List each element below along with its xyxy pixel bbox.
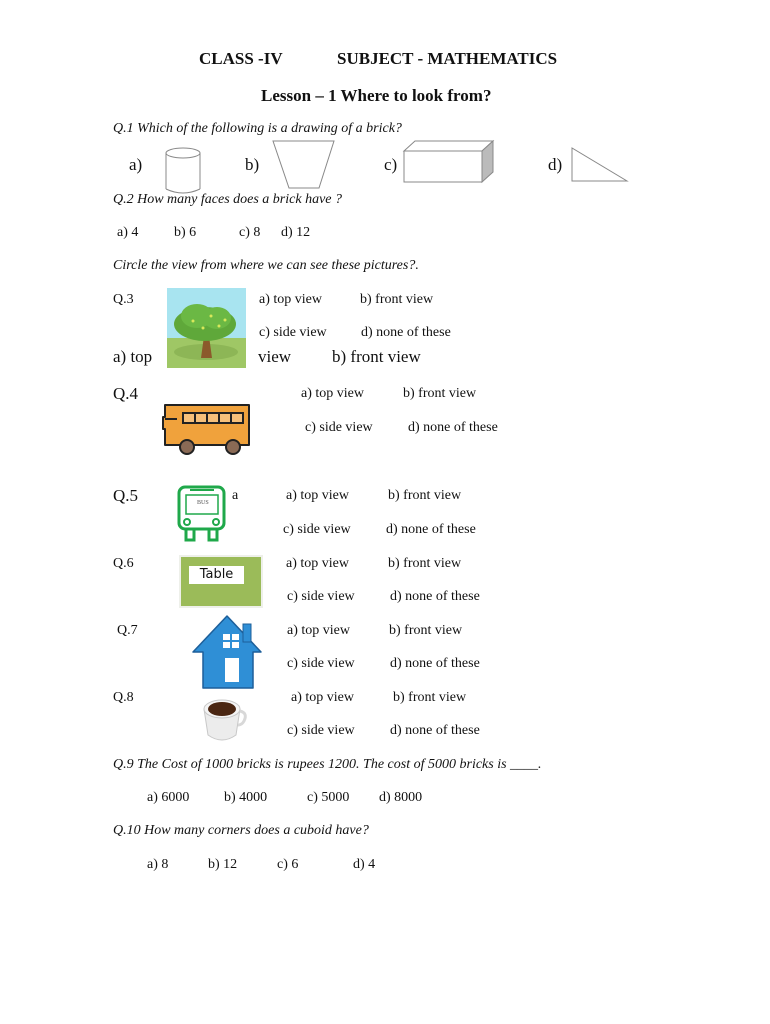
q9-option-c: c) 5000 (307, 790, 350, 805)
table-label: Table (189, 566, 244, 584)
q6-option-b: b) front view (388, 556, 462, 571)
trapezoid-icon (272, 140, 336, 192)
q7-option-d: d) none of these (390, 656, 480, 671)
table-top-image (179, 555, 263, 608)
q10-option-b: b) 12 (208, 857, 238, 872)
q9-text: Q.9 The Cost of 1000 bricks is rupees 1200. The cost of 5000 bricks is ____. (113, 757, 542, 772)
q4-option-d: d) none of these (408, 420, 498, 435)
house-image (191, 614, 265, 692)
q10-option-d: d) 4 (353, 857, 376, 872)
q3-stray-text-b: b) front view (332, 347, 421, 366)
bus-front-label: BUS (197, 500, 209, 506)
q3-option-c: c) side view (259, 325, 327, 340)
q7-option-c: c) side view (287, 656, 355, 671)
q2-text: Q.2 How many faces does a brick have ? (113, 192, 343, 207)
q5-number: Q.5 (113, 486, 139, 505)
cylinder-icon (164, 147, 204, 197)
q2-option-b: b) 6 (174, 225, 197, 240)
bus-front-image (176, 484, 228, 546)
lesson-title: Lesson – 1 Where to look from? (261, 86, 492, 105)
q2-option-a: a) 4 (117, 225, 139, 240)
q2-option-c: c) 8 (239, 225, 261, 240)
q10-option-c: c) 6 (277, 857, 299, 872)
q6-option-d: d) none of these (390, 589, 480, 604)
q4-option-b: b) front view (403, 386, 477, 401)
subject-label: SUBJECT - MATHEMATICS (337, 49, 558, 68)
coffee-cup-image (200, 695, 248, 747)
q3-stray-text-view: view (258, 347, 292, 366)
q5-option-c: c) side view (283, 522, 351, 537)
q7-number: Q.7 (117, 623, 138, 638)
q6-number: Q.6 (113, 556, 134, 571)
right-triangle-icon (571, 147, 629, 183)
q3-number: Q.3 (113, 292, 134, 307)
q1-option-c-label: c) (384, 155, 398, 174)
q8-option-c: c) side view (287, 723, 355, 738)
q2-option-d: d) 12 (281, 225, 311, 240)
bus-side-image (161, 401, 253, 459)
cuboid-icon (403, 140, 495, 184)
q3-option-d: d) none of these (361, 325, 451, 340)
q6-option-a: a) top view (286, 556, 349, 571)
q8-option-d: d) none of these (390, 723, 480, 738)
q9-option-b: b) 4000 (224, 790, 268, 805)
q8-option-a: a) top view (291, 690, 354, 705)
q4-option-c: c) side view (305, 420, 373, 435)
q1-text: Q.1 Which of the following is a drawing of a brick? (113, 121, 402, 136)
q4-number: Q.4 (113, 384, 139, 403)
q9-option-d: d) 8000 (379, 790, 423, 805)
q4-option-a: a) top view (301, 386, 364, 401)
q1-option-a-label: a) (129, 155, 143, 174)
q9-option-a: a) 6000 (147, 790, 190, 805)
q5-option-d: d) none of these (386, 522, 476, 537)
q10-text: Q.10 How many corners does a cuboid have? (113, 823, 369, 838)
q10-option-a: a) 8 (147, 857, 169, 872)
q6-option-c: c) side view (287, 589, 355, 604)
instruction-text: Circle the view from where we can see these pictures?. (113, 258, 419, 273)
q3-stray-text-a: a) top (113, 347, 153, 366)
q3-option-a: a) top view (259, 292, 322, 307)
tree-image (167, 288, 246, 368)
q1-option-b-label: b) (245, 155, 260, 174)
q5-stray-text: a (232, 488, 239, 503)
q3-option-b: b) front view (360, 292, 434, 307)
q5-option-b: b) front view (388, 488, 462, 503)
q7-option-a: a) top view (287, 623, 350, 638)
q1-option-d-label: d) (548, 155, 563, 174)
class-label: CLASS -IV (199, 49, 283, 68)
q8-number: Q.8 (113, 690, 134, 705)
q8-option-b: b) front view (393, 690, 467, 705)
q7-option-b: b) front view (389, 623, 463, 638)
q5-option-a: a) top view (286, 488, 349, 503)
